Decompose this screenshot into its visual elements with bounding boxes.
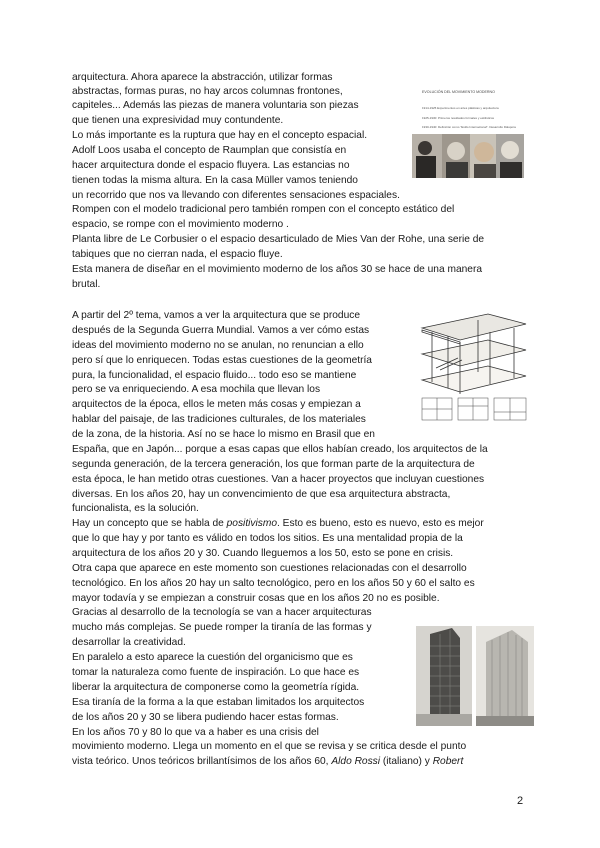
text-line: España, que en Japón... porque a esas capas que ellos habían creado, los arquitectos de la — [72, 444, 488, 455]
text-line: mucho más complejas. Se puede romper la tiranía de las formas y — [72, 622, 372, 633]
text-line: tecnológico. En los años 20 hay un salto tecnológico, pero en los años 50 y 60 el salto es — [72, 578, 475, 589]
text-line: funcionalista, es la solución. — [72, 503, 199, 514]
text-line: después de la Segunda Guerra Mundial. Vamos a ver cómo estas — [72, 325, 370, 336]
text-line: Rompen con el modelo tradicional pero también rompen con el concepto estático del — [72, 204, 455, 215]
figure-slide-line: 1925-1930: Primeros resultados formales y estilísticos — [422, 115, 495, 120]
text-line: segunda generación, de la tercera generación, los que forman parte de la arquitectura de — [72, 459, 475, 470]
text-line: En los años 70 y 80 lo que va a haber es una crisis del — [72, 727, 319, 738]
text-line: hablar del paisaje, de las tradiciones culturales, de los materiales — [72, 414, 366, 425]
figure-slide-line: 1930-1940: Definición como "Estilo Internacional". Desarrollo Diáspora — [422, 125, 516, 129]
emphasis-robert: Robert — [432, 756, 464, 767]
text-line — [72, 755, 463, 768]
text-span: (italiano) y — [380, 756, 433, 767]
text-line: que tienen una expresividad muy contundente. — [72, 115, 284, 126]
text-line: arquitectos de la época, ellos le meten más cosas y empiezan a — [72, 399, 361, 410]
text-line: A partir del 2º tema, vamos a ver la arquitectura que se produce — [72, 310, 360, 321]
text-line: mayor todavía y se empiezan a construir cosas que en los años 20 no es posible. — [72, 593, 440, 604]
text-line: abstractas, formas puras, no hay arcos columnas frontones, — [72, 86, 343, 97]
text-span: vista teórico. Unos teóricos brillantísimos de los años 60, — [72, 756, 332, 767]
text-line: Esa tiranía de la forma a la que estaban limitados los arquitectos — [72, 697, 365, 708]
text-line: Planta libre de Le Corbusier o el espacio desarticulado de Mies Van der Rohe, una serie de — [72, 234, 485, 245]
text-line: un recorrido que nos va llevando con diferentes sensaciones espaciales. — [72, 190, 400, 201]
emphasis-positivismo: positivismo — [226, 518, 278, 529]
portraits-photo — [412, 134, 524, 178]
text-line: pero sí que lo enriquecen. Todas estas cuestiones de la geometría — [72, 355, 372, 366]
emphasis-aldo-rossi: Aldo Rossi — [331, 756, 381, 767]
text-line: de la zona, de la historia. Así no se hace lo mismo en Brasil que en — [72, 429, 375, 440]
text-line: capiteles... Además las piezas de manera voluntaria son piezas — [72, 100, 359, 111]
text-span: . Esto es bueno, esto es nuevo, esto es mejor — [277, 518, 484, 529]
figure-slide-title: EVOLUCIÓN DEL MOVIMIENTO MODERNO — [422, 90, 495, 94]
text-line: de los años 20 y 30 se libera pudiendo hacer estas formas. — [72, 712, 339, 723]
text-line: En paralelo a esto aparece la cuestión del organicismo que es — [72, 652, 353, 663]
text-line: liberar la arquitectura de componerse como la geometría rígida. — [72, 682, 360, 693]
text-line: pero se va enriqueciendo. A esa mochila que llevan los — [72, 384, 321, 395]
text-line: movimiento moderno. Llega un momento en el que se revisa y se critica desde el punto — [72, 741, 467, 752]
text-line: esta época, le han metido otras cuestiones. Van a hacer proyectos que incluyan cuestiones — [72, 474, 485, 485]
domino-structure-drawing — [418, 306, 530, 424]
figure-evolucion-slide — [412, 86, 524, 178]
text-line: hacer arquitectura donde el espacio fluyera. Las estancias no — [72, 160, 350, 171]
text-line: tienen todas la misma altura. En la casa Müller vamos teniendo — [72, 175, 358, 186]
text-line: que lo que hay y por tanto es válido en todos los sitios. Es una mentalidad propia de la — [72, 533, 463, 544]
text-line: arquitectura de los años 20 y 30. Cuando lleguemos a los 50, esto se pone en crisis. — [72, 548, 454, 559]
text-line: tabiques que no cierran nada, el espacio fluye. — [72, 249, 283, 260]
text-line: desarrollar la creatividad. — [72, 637, 186, 648]
text-line: tomar la naturaleza como fuente de inspiración. Lo que hace es — [72, 667, 360, 678]
text-line: espacio, se rompe con el movimiento moderno . — [72, 219, 289, 230]
text-line: diversas. En los años 20, hay un convencimiento de que esa arquitectura abstracta, — [72, 489, 451, 500]
text-line: Adolf Loos usaba el concepto de Raumplan que consistía en — [72, 145, 347, 156]
text-line — [72, 517, 484, 530]
text-span: Hay un concepto que se habla de — [72, 518, 227, 529]
text-line: ideas del movimiento moderno no se anulan, no renuncian a ello — [72, 340, 364, 351]
text-line: Esta manera de diseñar en el movimiento moderno de los años 30 se hace de una manera — [72, 264, 483, 275]
text-line: Lo más importante es la ruptura que hay en el concepto espacial. — [72, 130, 368, 141]
skyscraper-photos — [416, 626, 534, 726]
figure-slide-line: 1914-1925 Experimentos en artes plásticas y arquitectura — [422, 106, 499, 110]
text-line: arquitectura. Ahora aparece la abstracción, utilizar formas — [72, 72, 333, 83]
text-line: pura, la funcionalidad, el espacio fluido... todo eso se mantiene — [72, 370, 357, 381]
page-number: 2 — [517, 795, 524, 807]
text-line: brutal. — [72, 279, 101, 290]
text-line: Otra capa que aparece en este momento son cuestiones relacionadas con el desarrollo — [72, 563, 467, 574]
text-line: Gracias al desarrollo de la tecnología se van a hacer arquitecturas — [72, 607, 372, 618]
